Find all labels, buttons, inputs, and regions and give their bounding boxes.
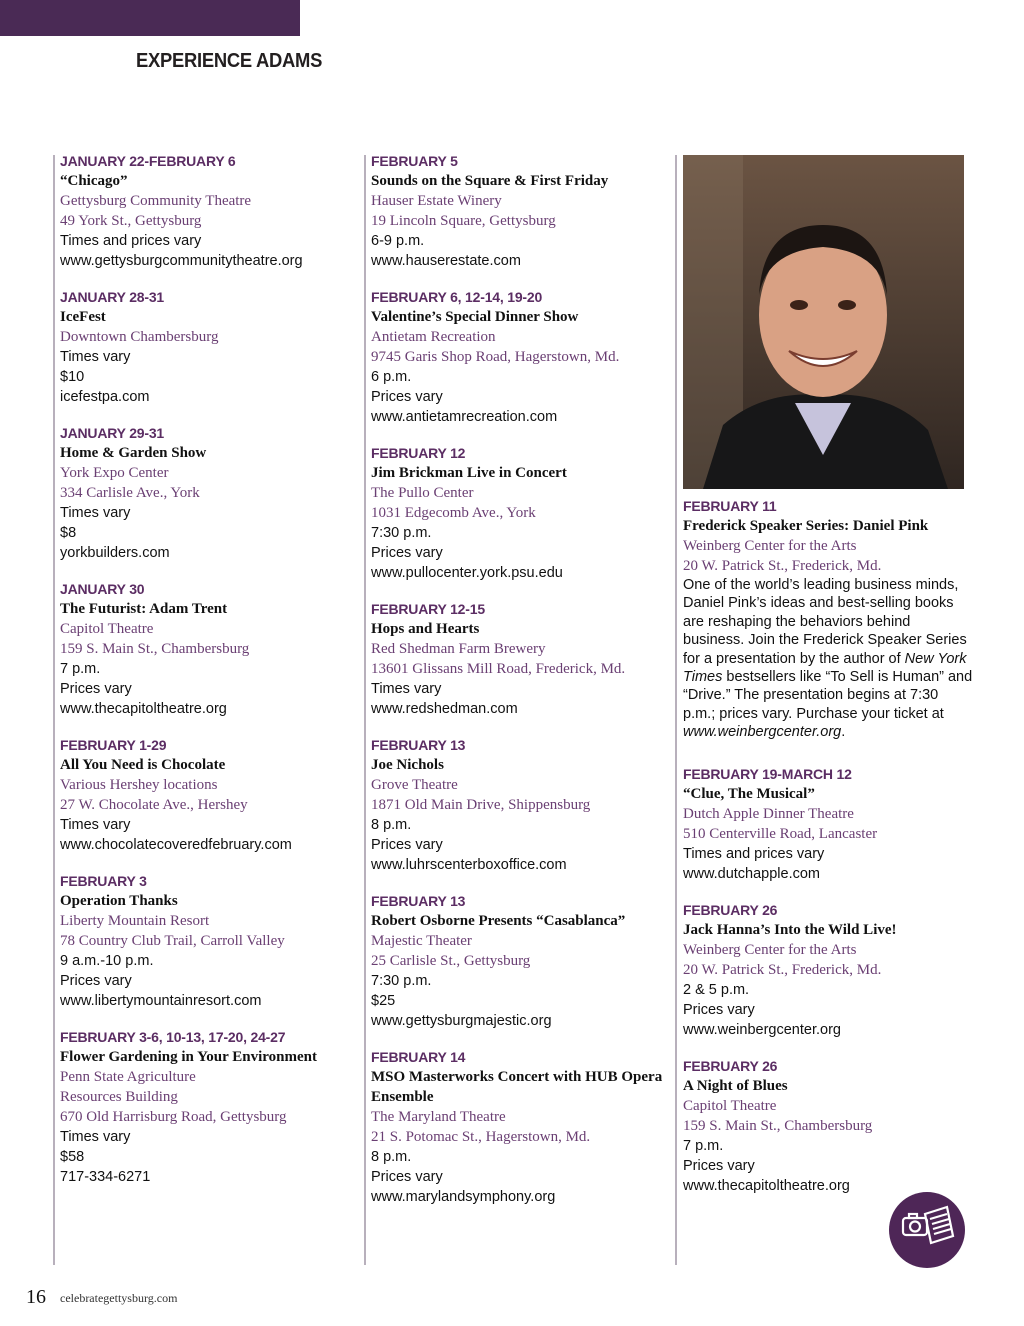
event-detail: $8 [60,525,77,541]
event-venue: Grove Theatre [371,777,458,793]
event-listing [60,871,360,1011]
event-date: FEBRUARY 19-MARCH 12 [683,766,852,782]
event-listing [683,900,983,1040]
event-address: 13601 Glissans Mill Road, Frederick, Md. [371,661,626,677]
event-detail: 6-9 p.m. [371,233,425,249]
event-website[interactable]: www.libertymountainresort.com [60,993,262,1009]
event-website[interactable]: www.pullocenter.york.psu.edu [371,565,563,581]
event-listing [683,764,983,884]
event-address: 1031 Edgecomb Ave., York [371,505,536,521]
event-detail: 7 p.m. [683,1138,724,1154]
event-detail: Times and prices vary [683,846,825,862]
event-title: IceFest [60,309,106,325]
event-title: Flower Gardening in Your Environment [60,1049,317,1065]
event-address: 78 Country Club Trail, Carroll Valley [60,933,285,949]
event-address: 9745 Garis Shop Road, Hagerstown, Md. [371,349,620,365]
event-detail: Times vary [60,349,131,365]
event-date: FEBRUARY 26 [683,1058,778,1074]
event-title: Robert Osborne Presents “Casablanca” [371,913,626,929]
event-website[interactable]: yorkbuilders.com [60,545,170,561]
event-title: Operation Thanks [60,893,178,909]
event-listing [371,599,671,719]
event-venue: Gettysburg Community Theatre [60,193,252,209]
event-title: Hops and Hearts [371,621,480,637]
featured-description-text-2: bestsellers like “To Sell is Human” and “Drive.” The presentation begins at 7:30 p.m.; prices vary. Purchase your ticket at [683,669,973,722]
event-address: 20 W. Patrick St., Frederick, Md. [683,962,882,978]
event-detail: Prices vary [60,681,132,697]
section-title: EXPERIENCE ADAMS [136,50,323,72]
event-venue: The Maryland Theatre [371,1109,506,1125]
events-column-3 [683,764,983,1212]
event-title: Sounds on the Square & First Friday [371,173,609,189]
featured-description-title: New York Times [683,650,967,686]
event-title: MSO Masterworks Concert with HUB Opera Ensemble [371,1069,663,1105]
events-column-2 [371,151,671,1223]
event-detail: $58 [60,1149,85,1165]
column-rule-2 [364,155,366,1265]
portrait-image [683,155,964,489]
event-address: 25 Carlisle St., Gettysburg [371,953,531,969]
event-listing [683,1056,983,1196]
event-date: FEBRUARY 1-29 [60,737,167,753]
event-website[interactable]: www.gettysburgmajestic.org [371,1013,552,1029]
event-date: FEBRUARY 6, 12-14, 19-20 [371,289,543,305]
featured-description [683,576,973,742]
badge-graphic [889,1192,965,1268]
event-date: FEBRUARY 13 [371,737,466,753]
event-date: FEBRUARY 14 [371,1049,466,1065]
event-venue: Weinberg Center for the Arts [683,942,857,958]
featured-description-end: . [841,724,846,741]
event-title: “Chicago” [60,173,128,189]
event-address: Resources Building [60,1089,178,1105]
event-date: FEBRUARY 3-6, 10-13, 17-20, 24-27 [60,1029,286,1045]
event-address: 334 Carlisle Ave., York [60,485,200,501]
camera-notes-icon [889,1192,965,1268]
event-venue: Downtown Chambersburg [60,329,219,345]
event-website[interactable]: www.weinbergcenter.org [683,1022,841,1038]
event-title: Jim Brickman Live in Concert [371,465,567,481]
event-title: Valentine’s Special Dinner Show [371,309,579,325]
event-detail: Times vary [371,681,442,697]
event-detail: 7 p.m. [60,661,101,677]
event-website[interactable]: www.thecapitoltheatre.org [60,701,227,717]
event-venue: Dutch Apple Dinner Theatre [683,806,854,822]
featured-date: FEBRUARY 11 [683,498,777,514]
event-detail: 2 & 5 p.m. [683,982,750,998]
column-rule-3 [675,155,677,1265]
event-address: 49 York St., Gettysburg [60,213,202,229]
event-venue: Various Hershey locations [60,777,218,793]
event-website[interactable]: www.antietamrecreation.com [371,409,558,425]
event-address: 1871 Old Main Drive, Shippensburg [371,797,591,813]
event-listing [371,287,671,427]
event-detail: Prices vary [371,389,443,405]
event-address: 19 Lincoln Square, Gettysburg [371,213,556,229]
event-detail: 8 p.m. [371,817,412,833]
event-detail: Times vary [60,1129,131,1145]
event-listing [371,443,671,583]
header-bar [0,0,300,36]
event-detail: 9 a.m.-10 p.m. [60,953,154,969]
event-listing [60,579,360,719]
event-date: JANUARY 22-FEBRUARY 6 [60,153,236,169]
event-address: 159 S. Main St., Chambersburg [60,641,250,657]
event-listing [60,423,360,563]
event-title: Joe Nichols [371,757,444,773]
event-detail: Times and prices vary [60,233,202,249]
event-listing [60,151,360,271]
event-website[interactable]: www.marylandsymphony.org [371,1189,556,1205]
event-listing [60,1027,360,1187]
event-website[interactable]: www.thecapitoltheatre.org [683,1178,850,1194]
page-number: 16 [26,1286,46,1308]
event-title: Home & Garden Show [60,445,207,461]
column-rule-1 [53,155,55,1265]
event-listing [60,735,360,855]
event-detail: Prices vary [683,1002,755,1018]
event-date: JANUARY 28-31 [60,289,164,305]
event-address: 159 S. Main St., Chambersburg [683,1118,873,1134]
events-column-1 [60,151,360,1203]
event-detail: Prices vary [60,973,132,989]
featured-address: 20 W. Patrick St., Frederick, Md. [683,558,882,574]
event-address: 21 S. Potomac St., Hagerstown, Md. [371,1129,591,1145]
event-listing [371,1047,671,1207]
featured-event [683,496,983,742]
event-date: FEBRUARY 12 [371,445,466,461]
event-venue: Penn State Agriculture [60,1069,196,1085]
event-venue: The Pullo Center [371,485,474,501]
event-title: A Night of Blues [683,1078,788,1094]
event-date: FEBRUARY 26 [683,902,778,918]
event-detail: $10 [60,369,85,385]
event-title: Jack Hanna’s Into the Wild Live! [683,922,897,938]
event-listing [371,735,671,875]
event-date: FEBRUARY 3 [60,873,147,889]
event-title: “Clue, The Musical” [683,786,815,802]
event-detail: 6 p.m. [371,369,412,385]
speaker-portrait [683,155,964,489]
event-title: The Futurist: Adam Trent [60,601,228,617]
event-website[interactable]: www.luhrscenterboxoffice.com [371,857,567,873]
event-listing [60,287,360,407]
event-venue: Hauser Estate Winery [371,193,502,209]
event-detail: 7:30 p.m. [371,973,432,989]
event-address: 670 Old Harrisburg Road, Gettysburg [60,1109,287,1125]
event-website[interactable]: www.redshedman.com [371,701,518,717]
event-date: FEBRUARY 5 [371,153,458,169]
event-website[interactable]: www.gettysburgcommunitytheatre.org [60,253,303,269]
event-website[interactable]: www.dutchapple.com [683,866,821,882]
event-detail: Prices vary [371,1169,443,1185]
featured-description-text: One of the world’s leading business minds, Daniel Pink’s ideas and best-selling books are reshaping the behaviors behind business. Join the Frederick Speaker Series for a presentation by the author of [683,577,967,667]
event-detail: Times vary [60,505,131,521]
event-date: FEBRUARY 13 [371,893,466,909]
event-detail: 8 p.m. [371,1149,412,1165]
event-listing [371,151,671,271]
event-address: 27 W. Chocolate Ave., Hershey [60,797,248,813]
event-venue: Majestic Theater [371,933,472,949]
event-detail: Times vary [60,817,131,833]
event-website[interactable]: www.hauserestate.com [371,253,521,269]
event-venue: York Expo Center [60,465,169,481]
featured-title: Frederick Speaker Series: Daniel Pink [683,518,929,534]
event-listing [371,891,671,1031]
featured-ticket-link[interactable]: www.weinbergcenter.org [683,724,842,741]
event-date: JANUARY 29-31 [60,425,164,441]
event-venue: Capitol Theatre [683,1098,777,1114]
event-venue: Antietam Recreation [371,329,496,345]
event-date: FEBRUARY 12-15 [371,601,485,617]
event-detail: Prices vary [371,837,443,853]
event-detail: Prices vary [683,1158,755,1174]
event-title: All You Need is Chocolate [60,757,226,773]
event-website[interactable]: icefestpa.com [60,389,150,405]
event-detail: $25 [371,993,396,1009]
featured-venue: Weinberg Center for the Arts [683,538,857,554]
footer-site: celebrategettysburg.com [60,1291,178,1305]
event-detail: Prices vary [371,545,443,561]
event-venue: Capitol Theatre [60,621,154,637]
event-detail: 7:30 p.m. [371,525,432,541]
event-venue: Red Shedman Farm Brewery [371,641,546,657]
event-venue: Liberty Mountain Resort [60,913,210,929]
event-address: 510 Centerville Road, Lancaster [683,826,878,842]
event-website[interactable]: www.chocolatecoveredfebruary.com [60,837,292,853]
event-detail: 717-334-6271 [60,1169,151,1185]
event-date: JANUARY 30 [60,581,145,597]
